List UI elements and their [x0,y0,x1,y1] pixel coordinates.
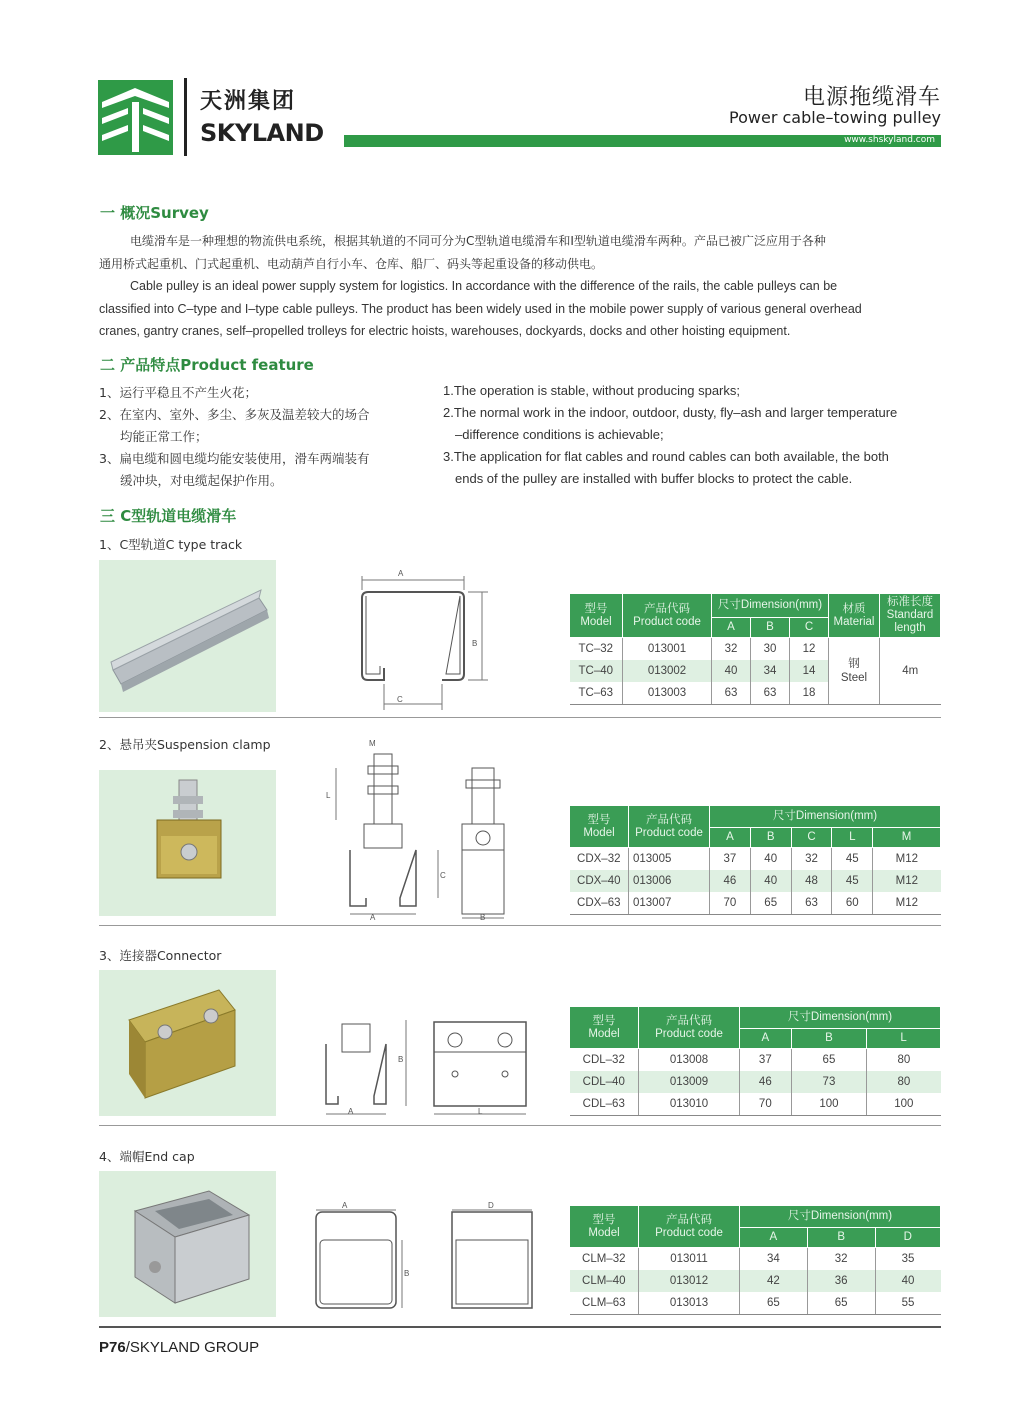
col-code: 产品代码 Product code [623,594,712,638]
connector-drawing [318,1014,533,1120]
item-title-suspension-clamp: 2、悬吊夹Suspension clamp [99,737,271,752]
feature-cn-5: 缓冲块，对电缆起保护作用。 [120,473,283,488]
survey-text-en-2: classified into C–type and I–type cable pulleys. The product has been widely used in the mobile power supply of various general overhead [99,302,862,316]
table-row: CLM–40 013012 42 36 40 [570,1270,941,1292]
survey-text-en-3: cranes, gantry cranes, self–propelled trolleys for electric hoists, warehouses, dockyards, docks and other hoisting equipment. [99,324,791,338]
col-dim-a: A [712,618,751,638]
suspension-clamp-image-icon [99,770,276,916]
col-model: 型号 Model [570,806,629,848]
connector-photo [99,970,276,1116]
col-dim-c: C [791,828,832,848]
table-row: TC–40 013002 40 34 14 [570,660,941,682]
end-cap-spec-table [569,1205,941,1315]
table-row: TC–32 013001 32 30 12 钢 Steel 4m [570,638,941,661]
survey-heading: 一 概况Survey [100,204,209,222]
item-title-connector: 3、连接器Connector [99,948,222,963]
col-dim-a: A [740,1228,808,1248]
c-track-image-icon [99,560,276,712]
c-track-drawing [340,566,500,714]
section-divider [99,1125,941,1126]
dim-label-c: C [397,695,403,704]
table-row: TC–63 013003 63 63 18 [570,682,941,705]
col-dimension: 尺寸Dimension(mm) [710,806,941,828]
dim-label-l: L [326,791,331,800]
company-name-cn: 天洲集团 [200,89,297,114]
dim-label-b: B [480,913,486,922]
dim-label-a: A [398,569,404,578]
dim-label-d: D [488,1201,494,1210]
end-cap-photo [99,1171,276,1317]
col-dim-l: L [832,828,873,848]
connector-image-icon [99,970,276,1116]
dim-label-a: A [370,913,376,922]
col-dimension: 尺寸Dimension(mm) [712,594,829,618]
col-dim-b: B [750,828,791,848]
table-row: CDL–32 013008 37 65 80 [570,1049,941,1072]
col-code: 产品代码 Product code [639,1206,740,1248]
dim-label-c: C [440,871,446,880]
col-code: 产品代码 Product code [629,806,710,848]
col-dim-b: B [750,618,789,638]
dim-label-b: B [404,1269,410,1278]
table-row: CLM–32 013011 34 32 35 [570,1248,941,1271]
col-dim-b: B [791,1029,867,1049]
col-dim-a: A [710,828,751,848]
suspension-clamp-photo [99,770,276,916]
table-row: CDL–40 013009 46 73 80 [570,1071,941,1093]
col-model: 型号 Model [570,1206,639,1248]
dim-label-l: L [478,1107,483,1116]
col-dim-b: B [807,1228,875,1248]
feature-cn-1: 1、运行平稳且不产生火花； [99,385,257,400]
col-dim-c: C [789,618,828,638]
feature-en-5: ends of the pulley are installed with buffer blocks to protect the cable. [455,471,853,486]
table-row: CDX–63 013007 70 65 63 60 M12 [570,892,941,915]
page-number: P76 [99,1339,126,1356]
col-dim-d: D [875,1228,940,1248]
page-title-cn: 电源拖缆滑车 [802,85,941,110]
c-track-spec-table [569,593,941,705]
feature-en-4: 3.The application for flat cables and round cables can both available, the both [443,449,889,464]
end-cap-image-icon [99,1171,276,1317]
footer-rule [99,1326,941,1328]
footer [99,1339,259,1356]
connector-spec-table [569,1006,941,1116]
company-logo [98,80,173,155]
col-dimension: 尺寸Dimension(mm) [740,1007,941,1029]
col-dim-a: A [740,1029,792,1049]
feature-heading: 二 产品特点Product feature [100,356,314,374]
feature-cn-2: 2、在室内、室外、多尘、多灰及温差较大的场合 [99,407,370,422]
section-divider [99,717,941,718]
col-length: 标准长度 Standard length [880,594,941,638]
dim-label-a: A [342,1201,348,1210]
feature-cn-3: 均能正常工作； [120,429,208,444]
footer-brand: /SKYLAND GROUP [125,1339,260,1356]
page-title-en: Power cable–towing pulley [729,108,941,127]
dim-label-a: A [348,1107,354,1116]
dim-label-m: M [369,739,376,748]
section-divider [99,925,941,926]
company-name-en: SKYLAND [200,119,324,147]
item-title-c-track: 1、C型轨道C type track [99,537,243,552]
c-track-heading: 三 C型轨道电缆滑车 [100,507,237,525]
item-title-end-cap: 4、端帽End cap [99,1149,195,1164]
skyland-logo-icon [98,80,173,155]
survey-text-cn-1: 电缆滑车是一种理想的物流供电系统，根据其轨道的不同可分为C型轨道电缆滑车和I型轨道电缆滑车两种。产品已被广泛应用于各种 [130,234,826,248]
suspension-clamp-spec-table [569,805,941,915]
feature-cn-4: 3、扁电缆和圆电缆均能安装使用，滑车两端装有 [99,451,370,466]
col-dim-m: M [873,828,941,848]
col-code: 产品代码 Product code [639,1007,740,1049]
col-material: 材质 Material [829,594,880,638]
survey-text-en-1: Cable pulley is an ideal power supply system for logistics. In accordance with the difference of the rails, the cable pulleys can be [130,279,838,293]
table-row: CLM–63 013013 65 65 55 [570,1292,941,1315]
feature-en-3: –difference conditions is achievable; [455,427,664,442]
end-cap-drawing [304,1200,544,1316]
table-row: CDL–63 013010 70 100 100 [570,1093,941,1116]
c-track-photo [99,560,276,712]
website-url: www.shskyland.com [844,135,935,145]
dim-label-b: B [398,1055,404,1064]
feature-en-2: 2.The normal work in the indoor, outdoor, dusty, fly–ash and larger temperature [443,405,898,420]
header-green-bar [344,135,941,147]
col-model: 型号 Model [570,594,623,638]
suspension-clamp-drawing [322,738,522,924]
logo-divider [184,78,187,156]
table-row: CDX–32 013005 37 40 32 45 M12 [570,848,941,871]
table-row: CDX–40 013006 46 40 48 45 M12 [570,870,941,892]
col-dim-l: L [867,1029,941,1049]
feature-en-1: 1.The operation is stable, without producing sparks; [443,383,741,398]
dim-label-b: B [472,639,478,648]
survey-text-cn-2: 通用桥式起重机、门式起重机、电动葫芦自行小车、仓库、船厂、码头等起重设备的移动供电。 [99,257,604,271]
col-dimension: 尺寸Dimension(mm) [740,1206,941,1228]
col-model: 型号 Model [570,1007,639,1049]
